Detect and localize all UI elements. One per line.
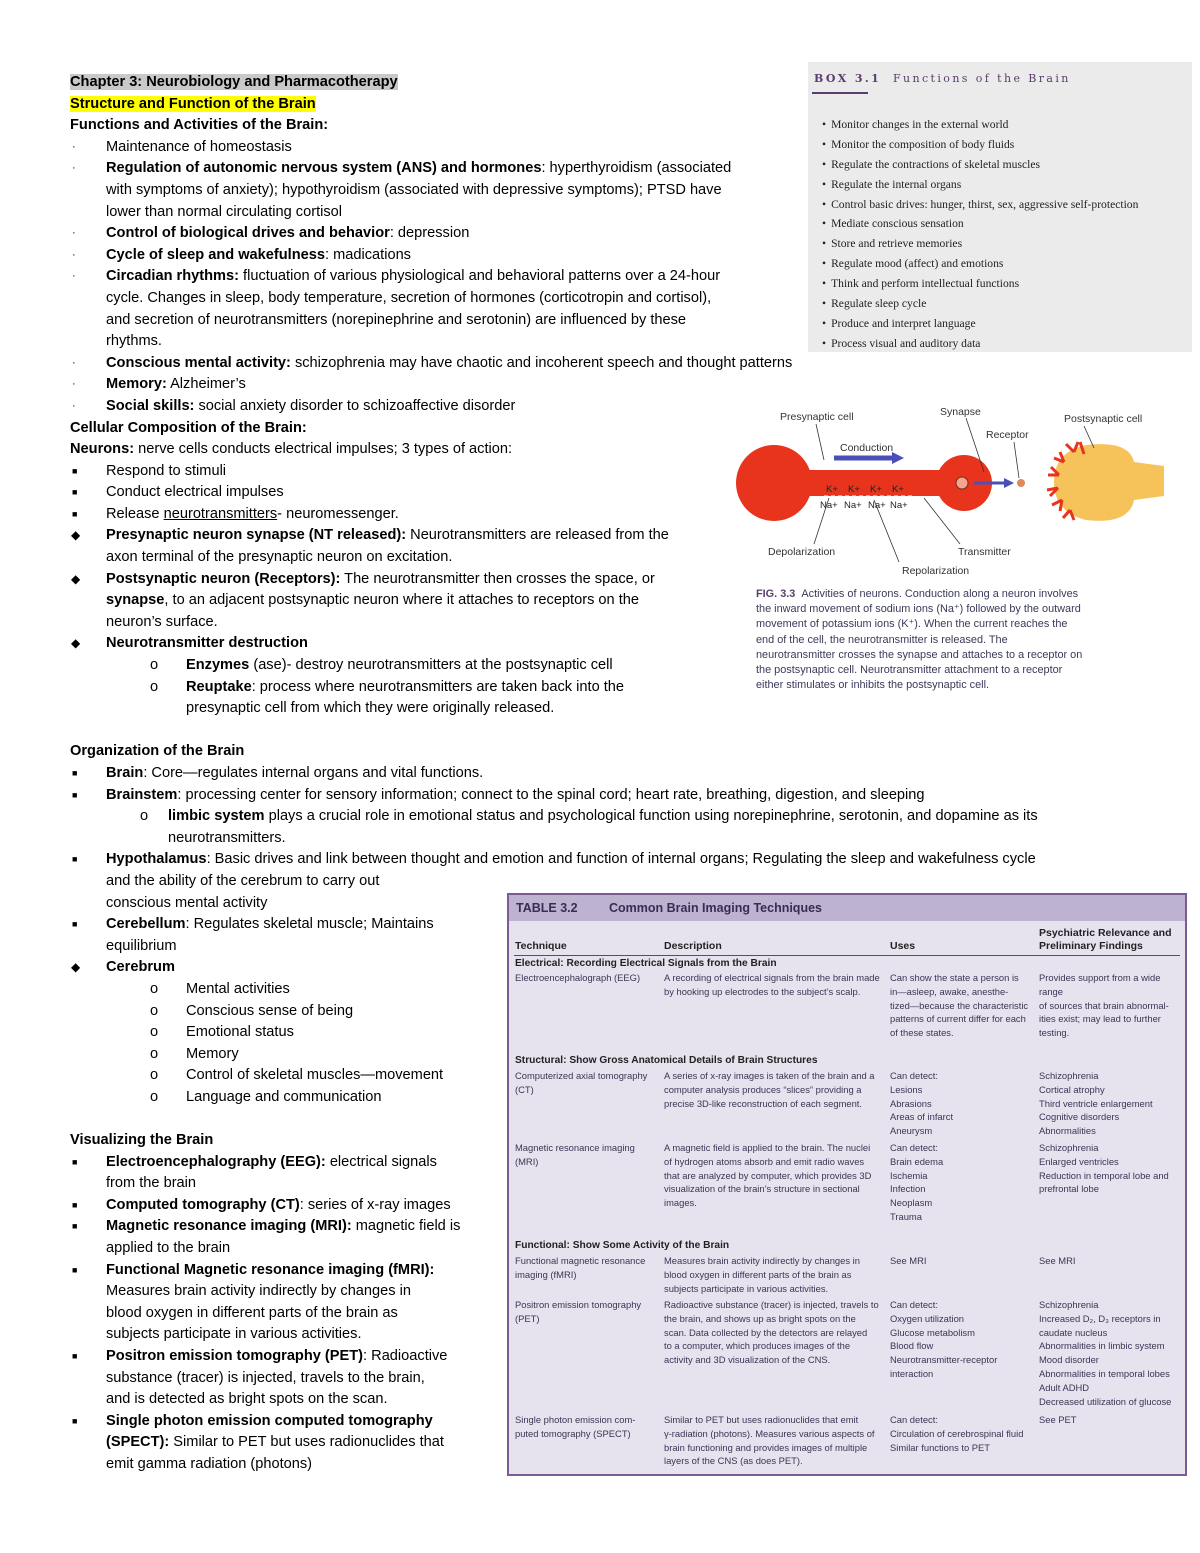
list-item: ■ Brain: Core—regulates internal organs and vital functions. <box>70 763 1160 785</box>
list-item-continuation: with symptoms of anxiety); hypothyroidism (associated with depressive symptoms); PTSD have <box>106 181 722 198</box>
bullet-square-icon: ■ <box>72 789 78 800</box>
sub-list-item: o Control of skeletal muscles—movement <box>70 1065 1160 1087</box>
bullet-square-icon: ■ <box>72 919 78 930</box>
list-item-continuation: substance (tracer) is injected, travels to the brain, <box>106 1369 425 1386</box>
list-item: · Cycle of sleep and wakefulness: madications <box>70 245 1160 267</box>
sub-list-item: o Emotional status <box>70 1022 1160 1044</box>
caption-line: the inward movement of sodium ions (Na⁺) followed by the outward <box>756 603 1081 616</box>
list-item-continuation: subjects participate in various activities. <box>106 1326 362 1343</box>
cell-relevance-fmri: See MRI <box>1039 1255 1076 1266</box>
cell-relevance-spect: See PET <box>1039 1414 1077 1425</box>
list-item: • Mediate conscious sensation <box>822 217 1138 237</box>
section-electrical: Electrical: Recording Electrical Signals from the Brain <box>515 958 777 969</box>
list-item: ■ Conduct electrical impulses <box>70 482 1160 504</box>
list-item: · Conscious mental activity: schizophrenia may have chaotic and incoherent speech and thought patterns <box>70 353 1160 375</box>
sub-list-item: o Mental activities <box>70 979 1160 1001</box>
cell-technique-ct: Computerized axial tomography (CT) <box>515 1070 648 1095</box>
presynaptic-cell-body <box>736 445 812 521</box>
sub-list-item-continuation: neurotransmitters. <box>168 829 286 846</box>
label-na-ion: Na+ <box>868 500 886 511</box>
table-title: Common Brain Imaging Techniques <box>609 901 822 915</box>
figure-number: FIG. 3.3 <box>756 588 796 600</box>
list-item-continuation: equilibrium <box>106 937 177 954</box>
caption-line: the postsynaptic cell. Neurotransmitter attachment to a receptor <box>756 664 1063 677</box>
transmitter-arrowhead-icon <box>1004 478 1014 488</box>
column-header-description: Description <box>664 940 722 952</box>
bullet-dot-icon: · <box>72 356 76 369</box>
list-item: ■ Single photon emission computed tomography <box>70 1411 1160 1433</box>
neuron-activity-figure <box>734 400 1164 700</box>
label-k-ion: K+ <box>848 484 860 495</box>
list-item-continuation: cycle. Changes in sleep, body temperature, secretion of hormones (corticotropin and cortisol), <box>106 289 712 306</box>
cell-description-fmri: Measures brain activity indirectly by changes in blood oxygen in different parts of the brain as subjects participate in various activities. <box>664 1255 860 1294</box>
header-rule <box>514 955 1180 956</box>
caption-line: end of the cell, the neurotransmitter is released. The <box>756 633 1008 646</box>
section-functional: Functional: Show Some Activity of the Brain <box>515 1240 730 1251</box>
label-repolarization: Repolarization <box>902 565 970 577</box>
list-item: ■ Functional Magnetic resonance imaging (fMRI): <box>70 1260 1160 1282</box>
list-item: ■ Release neurotransmitters- neuromessenger. <box>70 504 1160 526</box>
bullet-square-icon: ■ <box>72 854 78 865</box>
cell-relevance-mri: Schizophrenia Enlarged ventricles Reduction in temporal lobe and prefrontal lobe <box>1039 1142 1169 1195</box>
cell-relevance-pet: Schizophrenia Increased D₂, D₃ receptors in caudate nucleus Abnormalities in limbic system Mood disorder Abnormalities in temporal lobes Adult ADHD Decreased utilization of glucose <box>1039 1299 1172 1407</box>
cell-technique-fmri: Functional magnetic resonance imaging (fMRI) <box>515 1255 646 1280</box>
bullet-circle-icon: o <box>150 1088 159 1105</box>
list-item-continuation: and the ability of the cerebrum to carry out <box>106 872 380 889</box>
bullet-dot-icon: · <box>72 140 76 153</box>
list-item: • Regulate sleep cycle <box>822 297 1138 317</box>
column-header-relevance: Psychiatric Relevance and Preliminary Findings <box>1039 927 1172 952</box>
cell-technique-mri: Magnetic resonance imaging (MRI) <box>515 1142 635 1167</box>
bullet-square-icon: ■ <box>72 1264 78 1275</box>
sub-list-item-continuation: presynaptic cell from which they were originally released. <box>186 700 555 717</box>
table-number: TABLE 3.2 <box>516 901 578 915</box>
sub-list-item: o Enzymes (ase)- destroy neurotransmitters at the postsynaptic cell <box>70 655 1160 677</box>
bullet-diamond-icon: ◆ <box>71 528 81 543</box>
list-item: • Regulate the internal organs <box>822 178 1138 198</box>
bullet-diamond-icon: ◆ <box>71 571 81 586</box>
label-transmitter: Transmitter <box>958 546 1011 558</box>
list-item: ■ Cerebellum: Regulates skeletal muscle; Maintains <box>70 914 1160 936</box>
cell-description-pet: Radioactive substance (tracer) is injected, travels to the brain, and shows up as bright spots on the scan. Data collected by the detectors are relayed to a computer, which produces images of the activity and 3D visualization of the CNS. <box>664 1299 879 1366</box>
label-depolarization: Depolarization <box>768 546 836 558</box>
list-item: ■ Positron emission tomography (PET): Radioactive <box>70 1346 1160 1368</box>
cell-relevance-eeg: Provides support from a wide range of sources that brain abnormal- ities exist; may lead to further testing. <box>1039 972 1169 1039</box>
label-k-ion: K+ <box>870 484 882 495</box>
bullet-circle-icon: o <box>150 678 159 695</box>
column-header-uses: Uses <box>890 940 916 952</box>
label-postsynaptic-cell: Postsynaptic cell <box>1064 413 1143 425</box>
bullet-square-icon: ■ <box>72 465 78 476</box>
bullet-circle-icon: o <box>150 980 159 997</box>
caption-line: Activities of neurons. Conduction along a neuron involves <box>801 588 1079 600</box>
list-item: ◆ Postsynaptic neuron (Receptors): The neurotransmitter then crosses the space, or <box>70 569 1160 591</box>
bullet-dot-icon: · <box>72 227 76 240</box>
bullet-square-icon: ■ <box>72 487 78 498</box>
list-item-continuation: emit gamma radiation (photons) <box>106 1456 313 1472</box>
sub-list-item: o limbic system plays a crucial role in emotional status and psychological function using norepinephrine, serotonin, and dopamine as its <box>70 806 1160 828</box>
bullet-square-icon: ■ <box>72 1415 78 1426</box>
list-item: • Monitor changes in the external world <box>822 118 1138 138</box>
cell-description-eeg: A recording of electrical signals from the brain made by hooking up electrodes to the subject’s scalp. <box>664 972 880 997</box>
list-item-continuation: conscious mental activity <box>106 894 268 911</box>
list-item-continuation: blood oxygen in different parts of the brain as <box>106 1304 398 1321</box>
cell-technique-pet: Positron emission tomography (PET) <box>515 1299 642 1324</box>
neurons-line: Neurons: nerve cells conducts electrical impulses; 3 types of action: <box>70 441 513 458</box>
bullet-square-icon: ■ <box>72 1156 78 1167</box>
functions-heading: Functions and Activities of the Brain: <box>70 117 329 134</box>
list-item: · Maintenance of homeostasis <box>70 137 1160 159</box>
bullet-square-icon: ■ <box>72 768 78 778</box>
list-item: • Produce and interpret language <box>822 317 1138 337</box>
brain-imaging-table <box>507 893 1187 1476</box>
bullet-square-icon: ■ <box>72 1221 78 1232</box>
bullet-dot-icon: · <box>72 378 76 391</box>
bullet-circle-icon: o <box>150 1045 159 1062</box>
box-list <box>822 118 1138 352</box>
bullet-square-icon: ■ <box>72 508 78 519</box>
cell-uses-fmri: See MRI <box>890 1255 927 1266</box>
list-item: • Monitor the composition of body fluids <box>822 138 1138 158</box>
postsynaptic-cell-shape <box>1054 444 1164 521</box>
label-na-ion: Na+ <box>844 500 862 511</box>
cell-description-spect: Similar to PET but uses radionuclides that emit γ-radiation (photons). Measures various aspects of brain functioning and provides images of multiple layers of the CNS (as does PET). <box>664 1414 875 1467</box>
cell-relevance-ct: Schizophrenia Cortical atrophy Third ventricle enlargement Cognitive disorders Abnormalities <box>1039 1070 1153 1137</box>
cell-technique-eeg: Electroencephalograph (EEG) <box>515 972 641 983</box>
sub-list-item: o Language and communication <box>70 1087 1160 1109</box>
organization-heading: Organization of the Brain <box>70 743 245 760</box>
visualizing-heading: Visualizing the Brain <box>70 1132 214 1149</box>
list-item: • Store and retrieve memories <box>822 237 1138 257</box>
sub-list-item: o Memory <box>70 1044 1160 1066</box>
bullet-diamond-icon: ◆ <box>71 960 81 975</box>
list-item: ■ Hypothalamus: Basic drives and link between thought and emotion and function of internal organs; Regulating the sleep and wakefulness cycle <box>70 849 1160 871</box>
label-conduction: Conduction <box>840 442 894 454</box>
box-title-rule <box>812 92 868 94</box>
list-item: • Regulate mood (affect) and emotions <box>822 257 1138 277</box>
cell-uses-spect: Can detect: Circulation of cerebrospinal fluid Similar functions to PET <box>890 1414 1024 1453</box>
section-title: Structure and Function of the Brain <box>70 95 316 112</box>
list-item: ■ Brainstem: processing center for sensory information; connect to the spinal cord; heart rate, breathing, digestion, and sleeping <box>70 785 1160 807</box>
section-structural: Structural: Show Gross Anatomical Details of Brain Structures <box>515 1055 818 1066</box>
list-item-continuation: axon terminal of the presynaptic neuron on excitation. <box>106 549 453 566</box>
cell-description-mri: A magnetic field is applied to the brain. The nuclei of hydrogen atoms absorb and emit radio waves that are analyzed by computer, which provides 3D visualization of the brain’s structure in sectional images. <box>664 1142 872 1209</box>
list-item: · Regulation of autonomic nervous system (ANS) and hormones: hyperthyroidism (associated <box>70 158 1160 180</box>
neurotransmitter-icon <box>1017 479 1025 487</box>
caption-line: either stimulates or inhibits the postsynaptic cell. <box>756 679 990 692</box>
bullet-dot-icon: · <box>72 248 76 261</box>
sub-list-item: o Reuptake: process where neurotransmitters are taken back into the <box>70 677 1160 699</box>
column-header-technique: Technique <box>515 940 567 952</box>
list-item-continuation: rhythms. <box>106 333 162 350</box>
neuron-diagram <box>734 400 1164 585</box>
cellular-heading: Cellular Composition of the Brain: <box>70 419 307 436</box>
list-item-continuation: and is detected as bright spots on the scan. <box>106 1391 388 1408</box>
list-item: ◆ Cerebrum <box>70 957 1160 979</box>
bullet-square-icon: ■ <box>72 1351 78 1362</box>
sub-list-item: o Conscious sense of being <box>70 1001 1160 1023</box>
bullet-square-icon: ■ <box>72 1199 78 1210</box>
cell-uses-mri: Can detect: Brain edema Ischemia Infection Neoplasm Trauma <box>890 1142 944 1222</box>
list-item-continuation: and secretion of neurotransmitters (norepinephrine and serotonin) are influenced by these <box>106 311 687 328</box>
cell-uses-ct: Can detect: Lesions Abrasions Areas of infarct Aneurysm <box>890 1070 954 1137</box>
list-item: • Regulate the contractions of skeletal muscles <box>822 158 1138 178</box>
list-item: • Process visual and auditory data <box>822 337 1138 352</box>
chapter-title: Chapter 3: Neurobiology and Pharmacotherapy <box>70 74 398 90</box>
cell-technique-spect: Single photon emission com- puted tomography (SPECT) <box>515 1414 636 1439</box>
bullet-circle-icon: o <box>150 657 159 674</box>
bullet-circle-icon: o <box>150 1024 159 1041</box>
list-item: ■ Computed tomography (CT): series of x-ray images <box>70 1195 1160 1217</box>
label-presynaptic-cell: Presynaptic cell <box>780 411 854 423</box>
list-item-continuation: from the brain <box>106 1175 197 1192</box>
label-k-ion: K+ <box>892 484 904 495</box>
list-item-continuation: synapse, to an adjacent postsynaptic neuron where it attaches to receptors on the <box>106 592 640 609</box>
list-item-continuation: (SPECT): Similar to PET but uses radionuclides that <box>106 1434 444 1451</box>
list-item: · Memory: Alzheimer’s <box>70 374 1160 396</box>
list-item: ◆ Presynaptic neuron synapse (NT released): Neurotransmitters are released from the <box>70 525 1160 547</box>
table-title-bar <box>509 895 1185 921</box>
list-item-continuation: Measures brain activity indirectly by changes in <box>106 1283 411 1300</box>
bullet-circle-icon: o <box>140 808 149 825</box>
cell-uses-eeg: Can show the state a person is in—asleep, awake, anesthe- tized—because the characteristic patterns of current differ for each of these states. <box>890 972 1029 1039</box>
cell-uses-pet: Can detect: Oxygen utilization Glucose metabolism Blood flow Neurotransmitter-receptor interaction <box>890 1299 998 1379</box>
list-item: · Control of biological drives and behavior: depression <box>70 223 1160 245</box>
list-item-continuation: applied to the brain <box>106 1240 231 1257</box>
bullet-dot-icon: · <box>72 270 76 283</box>
list-item: ◆ Neurotransmitter destruction <box>70 633 1160 655</box>
list-item: ■ Magnetic resonance imaging (MRI): magnetic field is <box>70 1216 1160 1238</box>
caption-line: movement of potassium ions (K⁺). When the current reaches the <box>756 618 1068 631</box>
list-item-continuation: neuron’s surface. <box>106 613 218 630</box>
list-item: • Control basic drives: hunger, thirst, sex, aggressive self-protection <box>822 198 1138 218</box>
box-title: BOX 3.1 Functions of the Brain <box>814 72 1071 85</box>
bullet-circle-icon: o <box>150 1067 159 1084</box>
label-na-ion: Na+ <box>890 500 908 511</box>
label-k-ion: K+ <box>826 484 838 495</box>
box-functions-of-the-brain <box>808 62 1192 352</box>
label-na-ion: Na+ <box>820 500 838 511</box>
label-synapse: Synapse <box>940 406 981 418</box>
list-item: · Circadian rhythms: fluctuation of various physiological and behavioral patterns over a 24-hour <box>70 266 1160 288</box>
list-item: ■ Electroencephalography (EEG): electrical signals <box>70 1152 1160 1174</box>
bullet-dot-icon: · <box>72 399 76 412</box>
bullet-circle-icon: o <box>150 1002 159 1019</box>
cell-description-ct: A series of x-ray images is taken of the brain and a computer analysis produces “slices” providing a precise 3D-like reconstruction of each segment. <box>664 1070 875 1109</box>
list-item-continuation: lower than normal circulating cortisol <box>106 203 343 220</box>
list-item: • Think and perform intellectual functions <box>822 277 1138 297</box>
conduction-arrowhead-icon <box>892 452 904 464</box>
caption-line: neurotransmitter crosses the synapse and attaches to a receptor on <box>756 648 1083 661</box>
bullet-diamond-icon: ◆ <box>71 636 81 651</box>
list-item: ■ Respond to stimuli <box>70 461 1160 483</box>
bullet-dot-icon: · <box>72 162 76 175</box>
figure-caption <box>756 587 1156 693</box>
label-receptor: Receptor <box>986 429 1029 441</box>
list-item: · Social skills: social anxiety disorder to schizoaffective disorder <box>70 396 1160 418</box>
vesicle-icon <box>956 477 968 489</box>
